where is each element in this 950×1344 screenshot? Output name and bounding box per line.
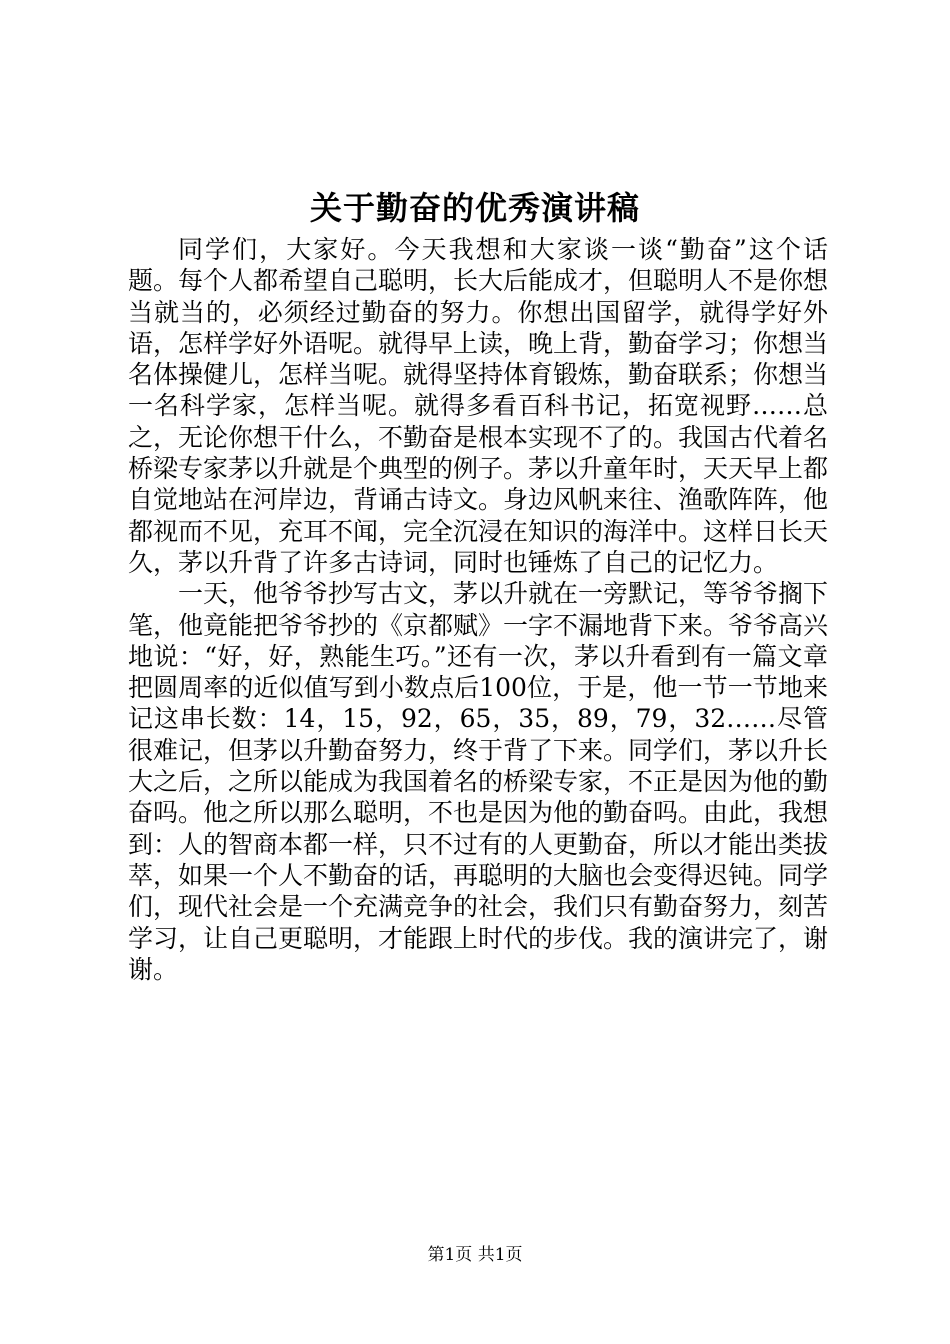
speech-body bbox=[128, 234, 828, 985]
paragraph-1: 同学们，大家好。今天我想和大家谈一谈“勤奋”这个话题。每个人都希望自己聪明，长大后能成才，但聪明人不是你想当就当的，必须经过勤奋的努力。你想出国留学，就得学好外语，怎样学好外语呢。就得早上读，晚上背，勤奋学习；你想当名体操健儿，怎样当呢。就得坚持体育锻炼，勤奋联系；你想当一名科学家，怎样当呢。就得多看百科书记，拓宽视野……总之，无论你想干什么，不勤奋是根本实现不了的。我国古代着名桥梁专家茅以升就是个典型的例子。茅以升童年时，天天早上都自觉地站在河岸边，背诵古诗文。身边风帆来往、渔歌阵阵，他都视而不见，充耳不闻，完全沉浸在知识的海洋中。这样日长天久，茅以升背了许多古诗词，同时也锤炼了自己的记忆力。 bbox=[128, 235, 829, 577]
page-footer: 第1页 共1页 bbox=[427, 1245, 523, 1265]
document-title: 关于勤奋的优秀演讲稿 bbox=[309, 189, 640, 227]
paragraph-2: 一天，他爷爷抄写古文，茅以升就在一旁默记，等爷爷搁下笔，他竟能把爷爷抄的《京都赋》一字不漏地背下来。爷爷高兴地说：“好，好，熟能生巧。”还有一次，茅以升看到有一篇文章把圆周率的近似值写到小数点后100位，于是，他一节一节地来记这串长数：14，15，92，65，35，89，79，32……尽管很难记，但茅以升勤奋努力，终于背了下来。同学们，茅以升长大之后，之所以能成为我国着名的桥梁专家，不正是因为他的勤奋吗。他之所以那么聪明，不也是因为他的勤奋吗。由此，我想到：人的智商本都一样，只不过有的人更勤奋，所以才能出类拔萃，如果一个人不勤奋的话，再聪明的大脑也会变得迟钝。同学们，现代社会是一个充满竞争的社会，我们只有勤奋努力，刻苦学习，让自己更聪明，才能跟上时代的步伐。我的演讲完了，谢谢。 bbox=[128, 579, 829, 984]
